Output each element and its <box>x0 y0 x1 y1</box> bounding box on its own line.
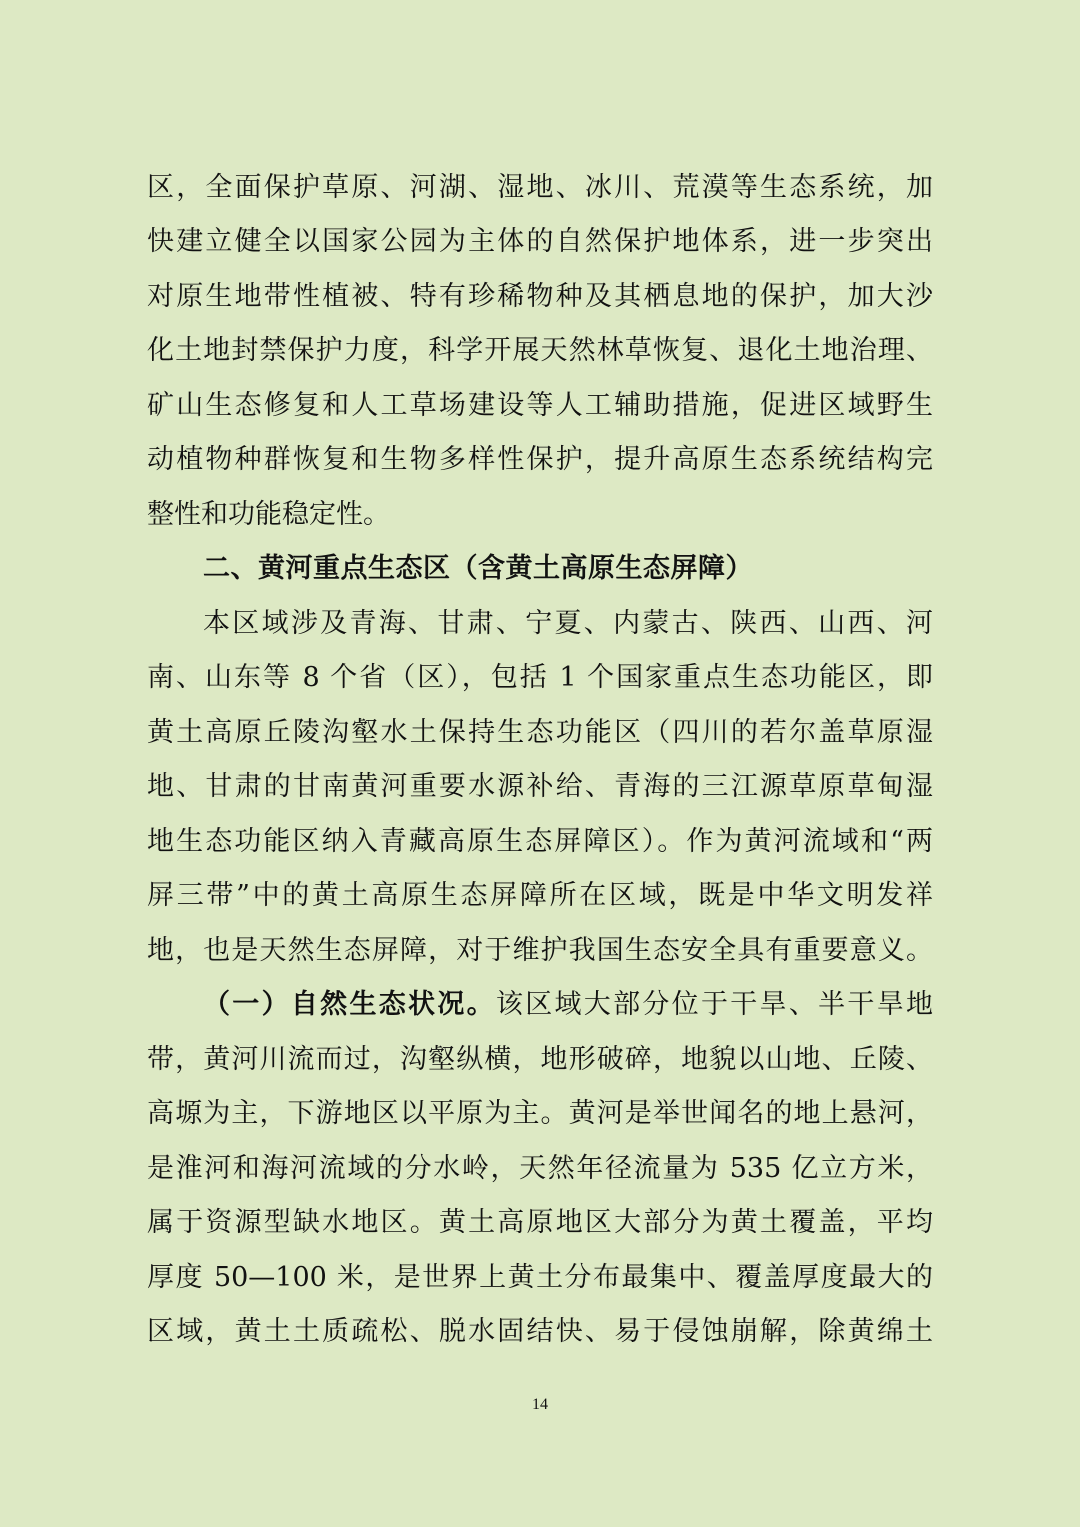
paragraph-line: 南、山东等 8 个省（区），包括 1 个国家重点生态功能区，即 <box>147 662 933 693</box>
paragraph-line: 区，全面保护草原、河湖、湿地、冰川、荒漠等生态系统，加 <box>147 172 933 203</box>
paragraph-line: 快建立健全以国家公园为主体的自然保护地体系，进一步突出 <box>147 226 933 257</box>
paragraph-line: 是淮河和海河流域的分水岭，天然年径流量为 535 亿立方米， <box>147 1153 933 1184</box>
paragraph-line: 化土地封禁保护力度，科学开展天然林草恢复、退化土地治理、 <box>147 335 933 366</box>
paragraph-line: 高塬为主，下游地区以平原为主。黄河是举世闻名的地上悬河， <box>147 1098 933 1129</box>
paragraph-text: 该区域大部分位于干旱、半干旱地 <box>495 989 934 1020</box>
paragraph-line: 对原生地带性植被、特有珍稀物种及其栖息地的保护，加大沙 <box>147 281 933 312</box>
paragraph-line: 地、甘肃的甘南黄河重要水源补给、青海的三江源草原草甸湿 <box>147 771 933 802</box>
paragraph-line: 地，也是天然生态屏障，对于维护我国生态安全具有重要意义。 <box>147 935 933 966</box>
paragraph-line: 属于资源型缺水地区。黄土高原地区大部分为黄土覆盖，平均 <box>147 1207 933 1238</box>
paragraph-line: 本区域涉及青海、甘肃、宁夏、内蒙古、陕西、山西、河 <box>203 608 933 639</box>
sub-heading: （一）自然生态状况。 <box>203 989 496 1020</box>
page-number: 14 <box>532 1396 548 1413</box>
paragraph-line: 黄土高原丘陵沟壑水土保持生态功能区（四川的若尔盖草原湿 <box>147 717 933 748</box>
paragraph-line: 矿山生态修复和人工草场建设等人工辅助措施，促进区域野生 <box>147 390 933 421</box>
paragraph-line <box>203 985 933 1025</box>
section-heading: 二、黄河重点生态区（含黄土高原生态屏障） <box>203 553 753 584</box>
paragraph-line: 区域，黄土土质疏松、脱水固结快、易于侵蚀崩解，除黄绵土 <box>147 1316 933 1347</box>
paragraph-line: 厚度 50—100 米，是世界上黄土分布最集中、覆盖厚度最大的 <box>147 1262 933 1293</box>
paragraph-line: 地生态功能区纳入青藏高原生态屏障区）。作为黄河流域和“两 <box>147 826 933 857</box>
paragraph-line: 动植物种群恢复和生物多样性保护，提升高原生态系统结构完 <box>147 444 933 475</box>
paragraph-line: 整性和功能稳定性。 <box>147 499 390 530</box>
paragraph-line: 屏三带”中的黄土高原生态屏障所在区域，既是中华文明发祥 <box>147 880 933 911</box>
paragraph-line: 带，黄河川流而过，沟壑纵横，地形破碎，地貌以山地、丘陵、 <box>147 1044 933 1075</box>
